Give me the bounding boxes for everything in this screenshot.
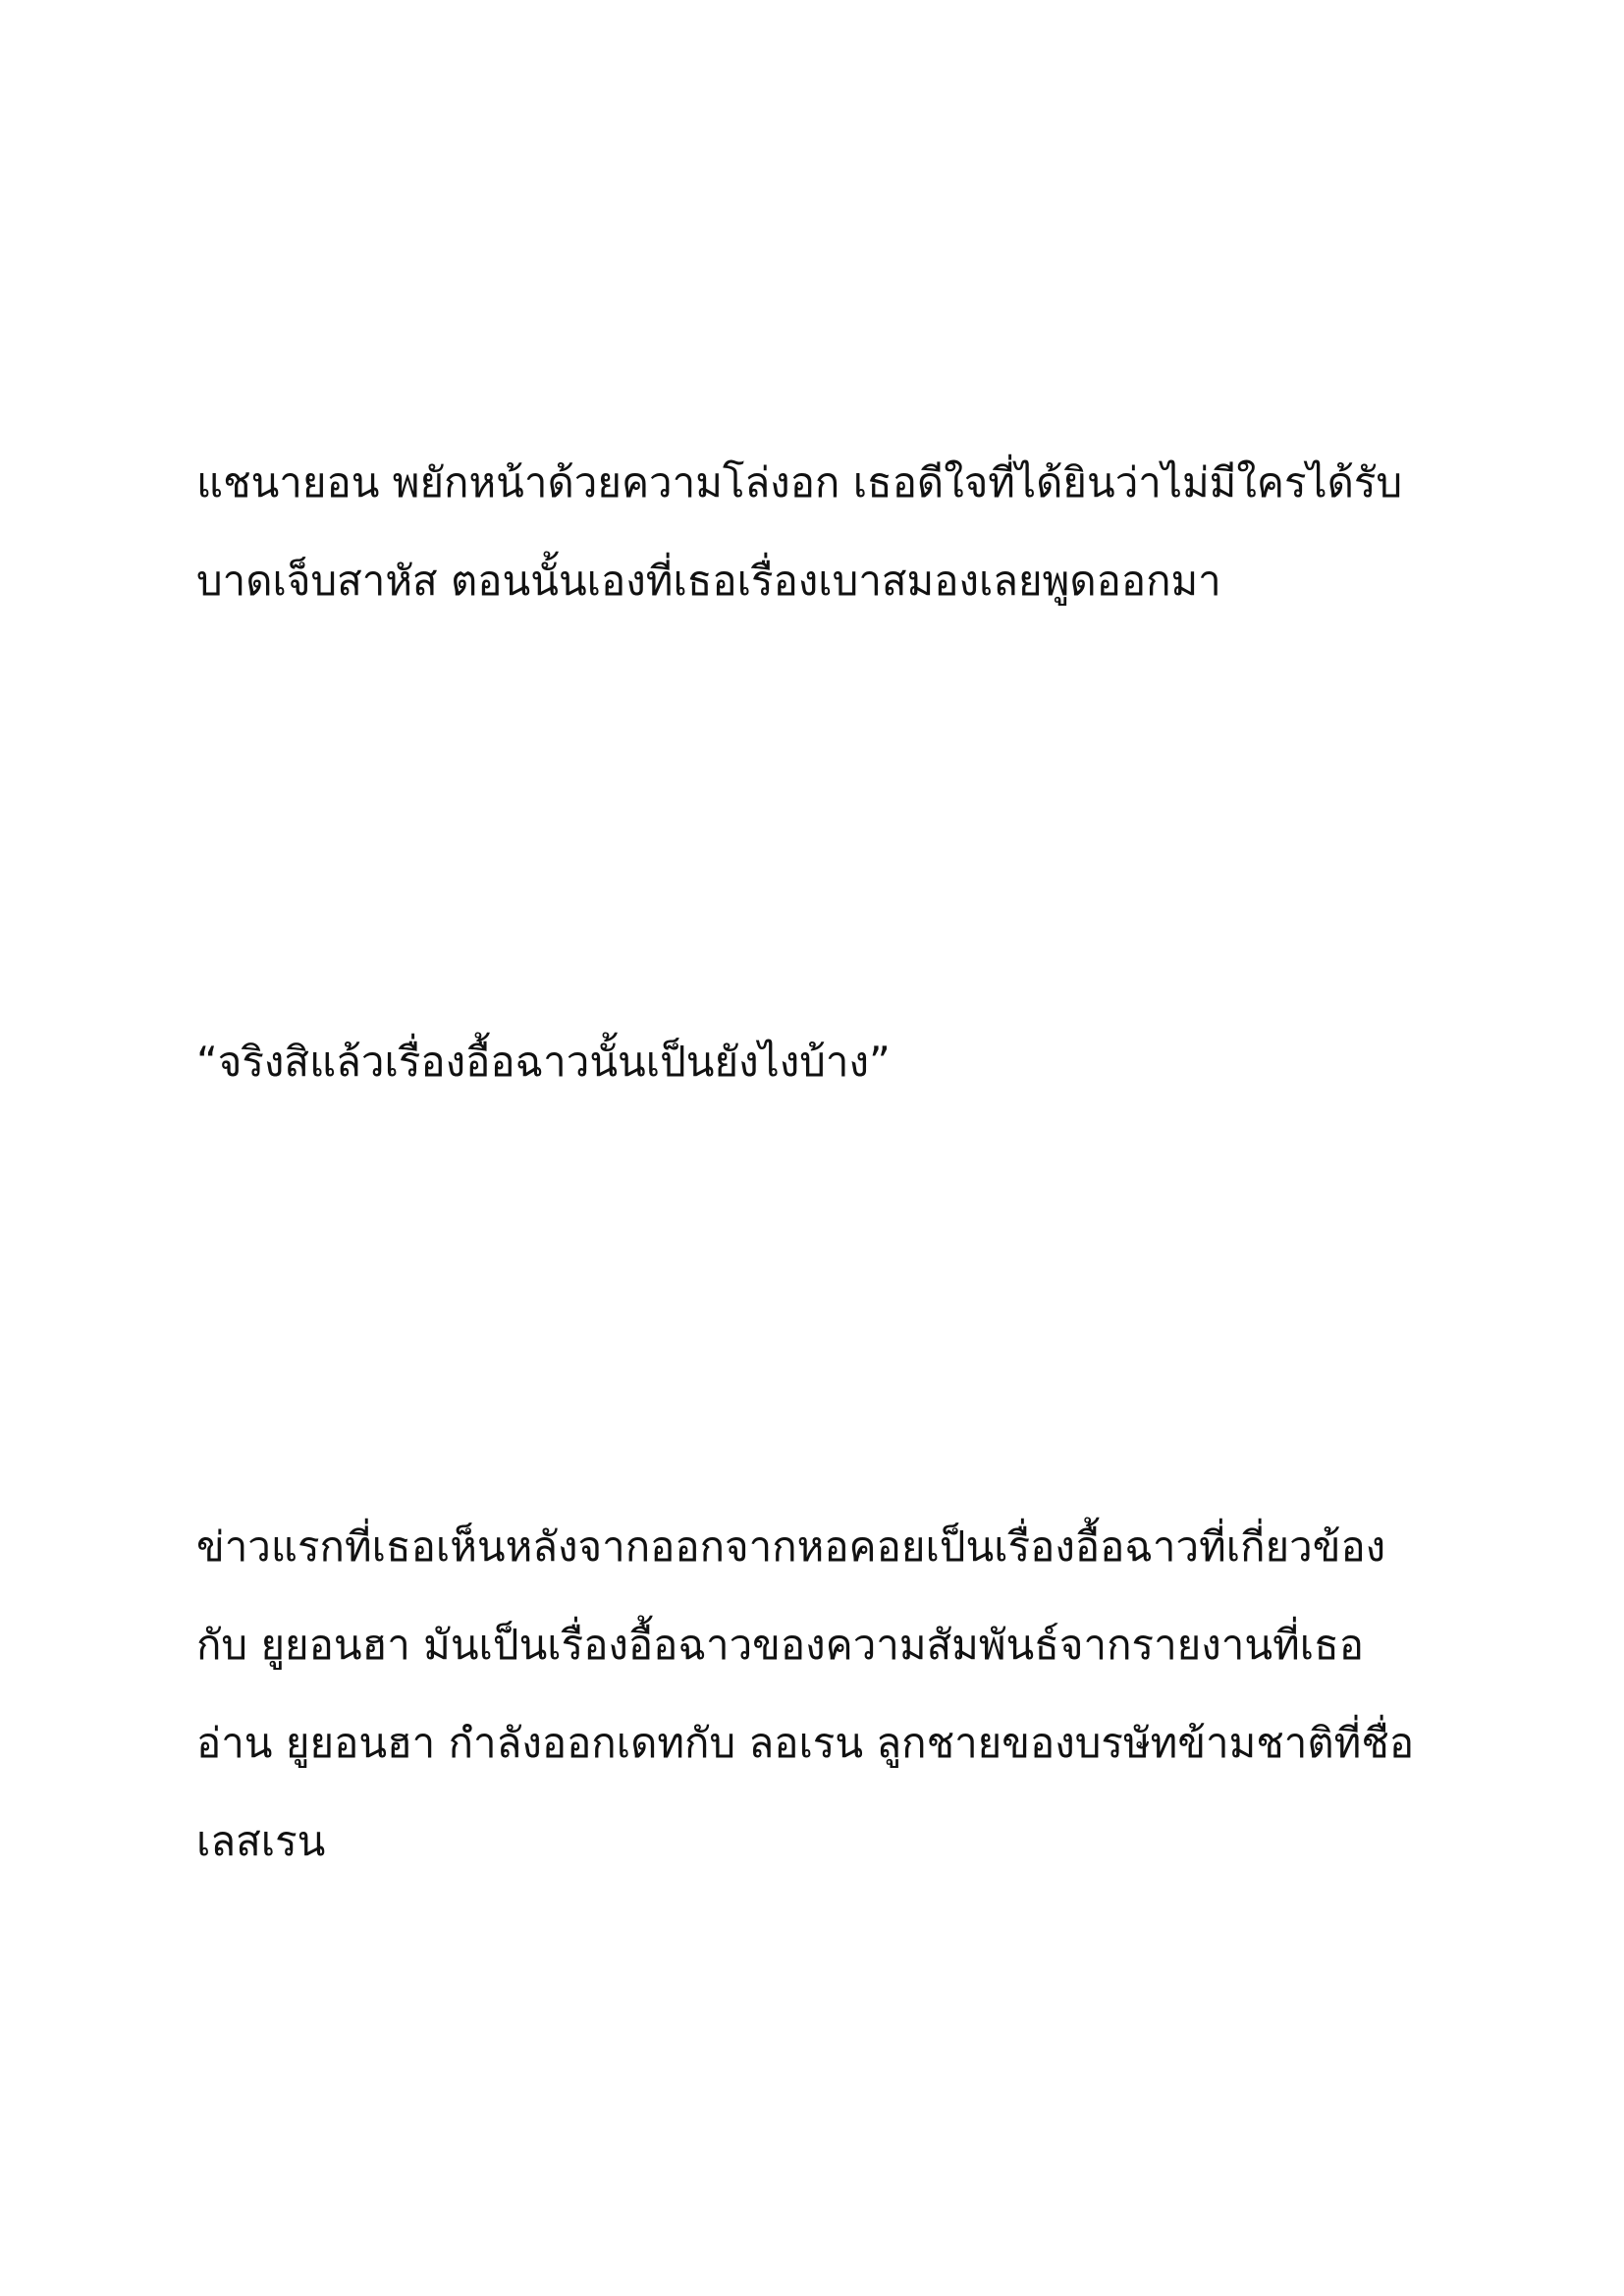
text-line: เลสเรน [196,1817,326,1865]
text-line: บาดเจ็บสาหัส ตอนนั้นเองที่เธอเรื่องเบาสมองเลยพูดออกมา [196,557,1221,605]
text-line: “จริงสิแล้วเรื่องอื้อฉาวนั้นเป็นยังไงบ้าง” [196,1038,891,1086]
text-line: กับ ยูยอนฮา มันเป็นเรื่องอื้อฉาวของความสัมพันธ์จากรายงานที่เธอ [196,1621,1364,1669]
text-line: แชนายอน พยักหน้าด้วยความโล่งอก เธอดีใจที่ได้ยินว่าไม่มีใครได้รับ [196,458,1403,507]
text-line: อ่าน ยูยอนฮา กำลังออกเดทกับ ลอเรน ลูกชายของบรษัทข้ามชาติที่ชื่อ [196,1719,1415,1767]
text-line: ข่าวแรกที่เธอเห็นหลังจากออกจากหอคอยเป็นเรื่องอื้อฉาวที่เกี่ยวข้อง [196,1522,1386,1571]
